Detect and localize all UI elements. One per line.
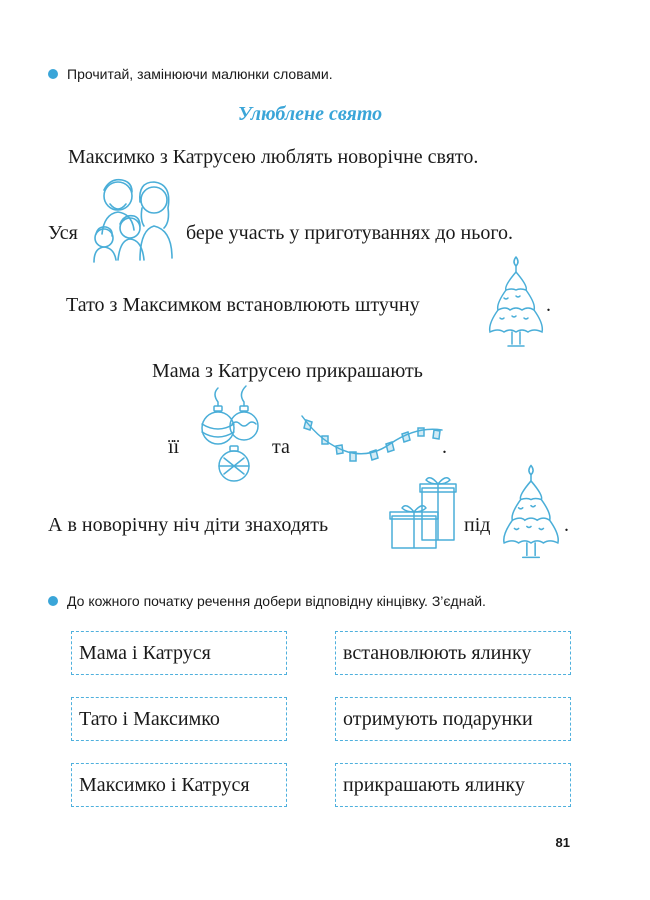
bullet-icon xyxy=(48,596,58,606)
story-line-5-end: . xyxy=(442,436,447,458)
task-1-text: Прочитай, замінюючи малюнки словами. xyxy=(67,66,333,82)
beginning-box[interactable] xyxy=(71,763,287,807)
task-2-instruction xyxy=(48,593,486,609)
ending-box[interactable] xyxy=(335,697,571,741)
task-1-instruction xyxy=(48,66,333,82)
beginning-box[interactable] xyxy=(71,631,287,675)
christmas-tree-icon xyxy=(500,462,562,566)
beginning-text: Максимко і Катруся xyxy=(79,773,250,796)
ending-text: прикрашають ялинку xyxy=(343,773,525,796)
ending-box[interactable] xyxy=(335,631,571,675)
story-line-6-end: . xyxy=(564,514,569,536)
story-line-1: Максимко з Катрусею люблять новорічне свято. xyxy=(68,146,479,168)
ending-text: встановлюють ялинку xyxy=(343,641,532,664)
ending-text: отримують подарунки xyxy=(343,707,533,730)
story-title: Улюблене свято xyxy=(237,103,383,125)
story-line-3-end: . xyxy=(546,294,551,316)
family-icon xyxy=(88,172,180,264)
ornaments-icon xyxy=(188,384,264,492)
christmas-tree-icon xyxy=(486,254,546,354)
story-line-6-start: А в новорічну ніч діти знаходять xyxy=(48,514,329,536)
beginning-text: Мама і Катруся xyxy=(79,641,211,664)
garland-icon xyxy=(298,408,446,468)
story-line-3-start: Тато з Максимком встановлюють штучну xyxy=(66,294,420,316)
task-2-text: До кожного початку речення добери відповідну кінцівку. З’єднай. xyxy=(67,593,486,609)
bullet-icon xyxy=(48,69,58,79)
beginning-text: Тато і Максимко xyxy=(79,707,220,730)
story-line-5-mid: та xyxy=(272,436,290,458)
story-line-5-start: її xyxy=(168,436,180,458)
story-line-6-mid: під xyxy=(464,514,491,536)
beginning-box[interactable] xyxy=(71,697,287,741)
ending-box[interactable] xyxy=(335,763,571,807)
page-number: 81 xyxy=(555,835,570,850)
gift-boxes-icon xyxy=(388,472,460,550)
story-line-2-start: Уся xyxy=(48,222,78,244)
story-line-2-end: бере участь у приготуваннях до нього. xyxy=(186,222,514,244)
story-line-4: Мама з Катрусею прикрашають xyxy=(152,360,423,382)
